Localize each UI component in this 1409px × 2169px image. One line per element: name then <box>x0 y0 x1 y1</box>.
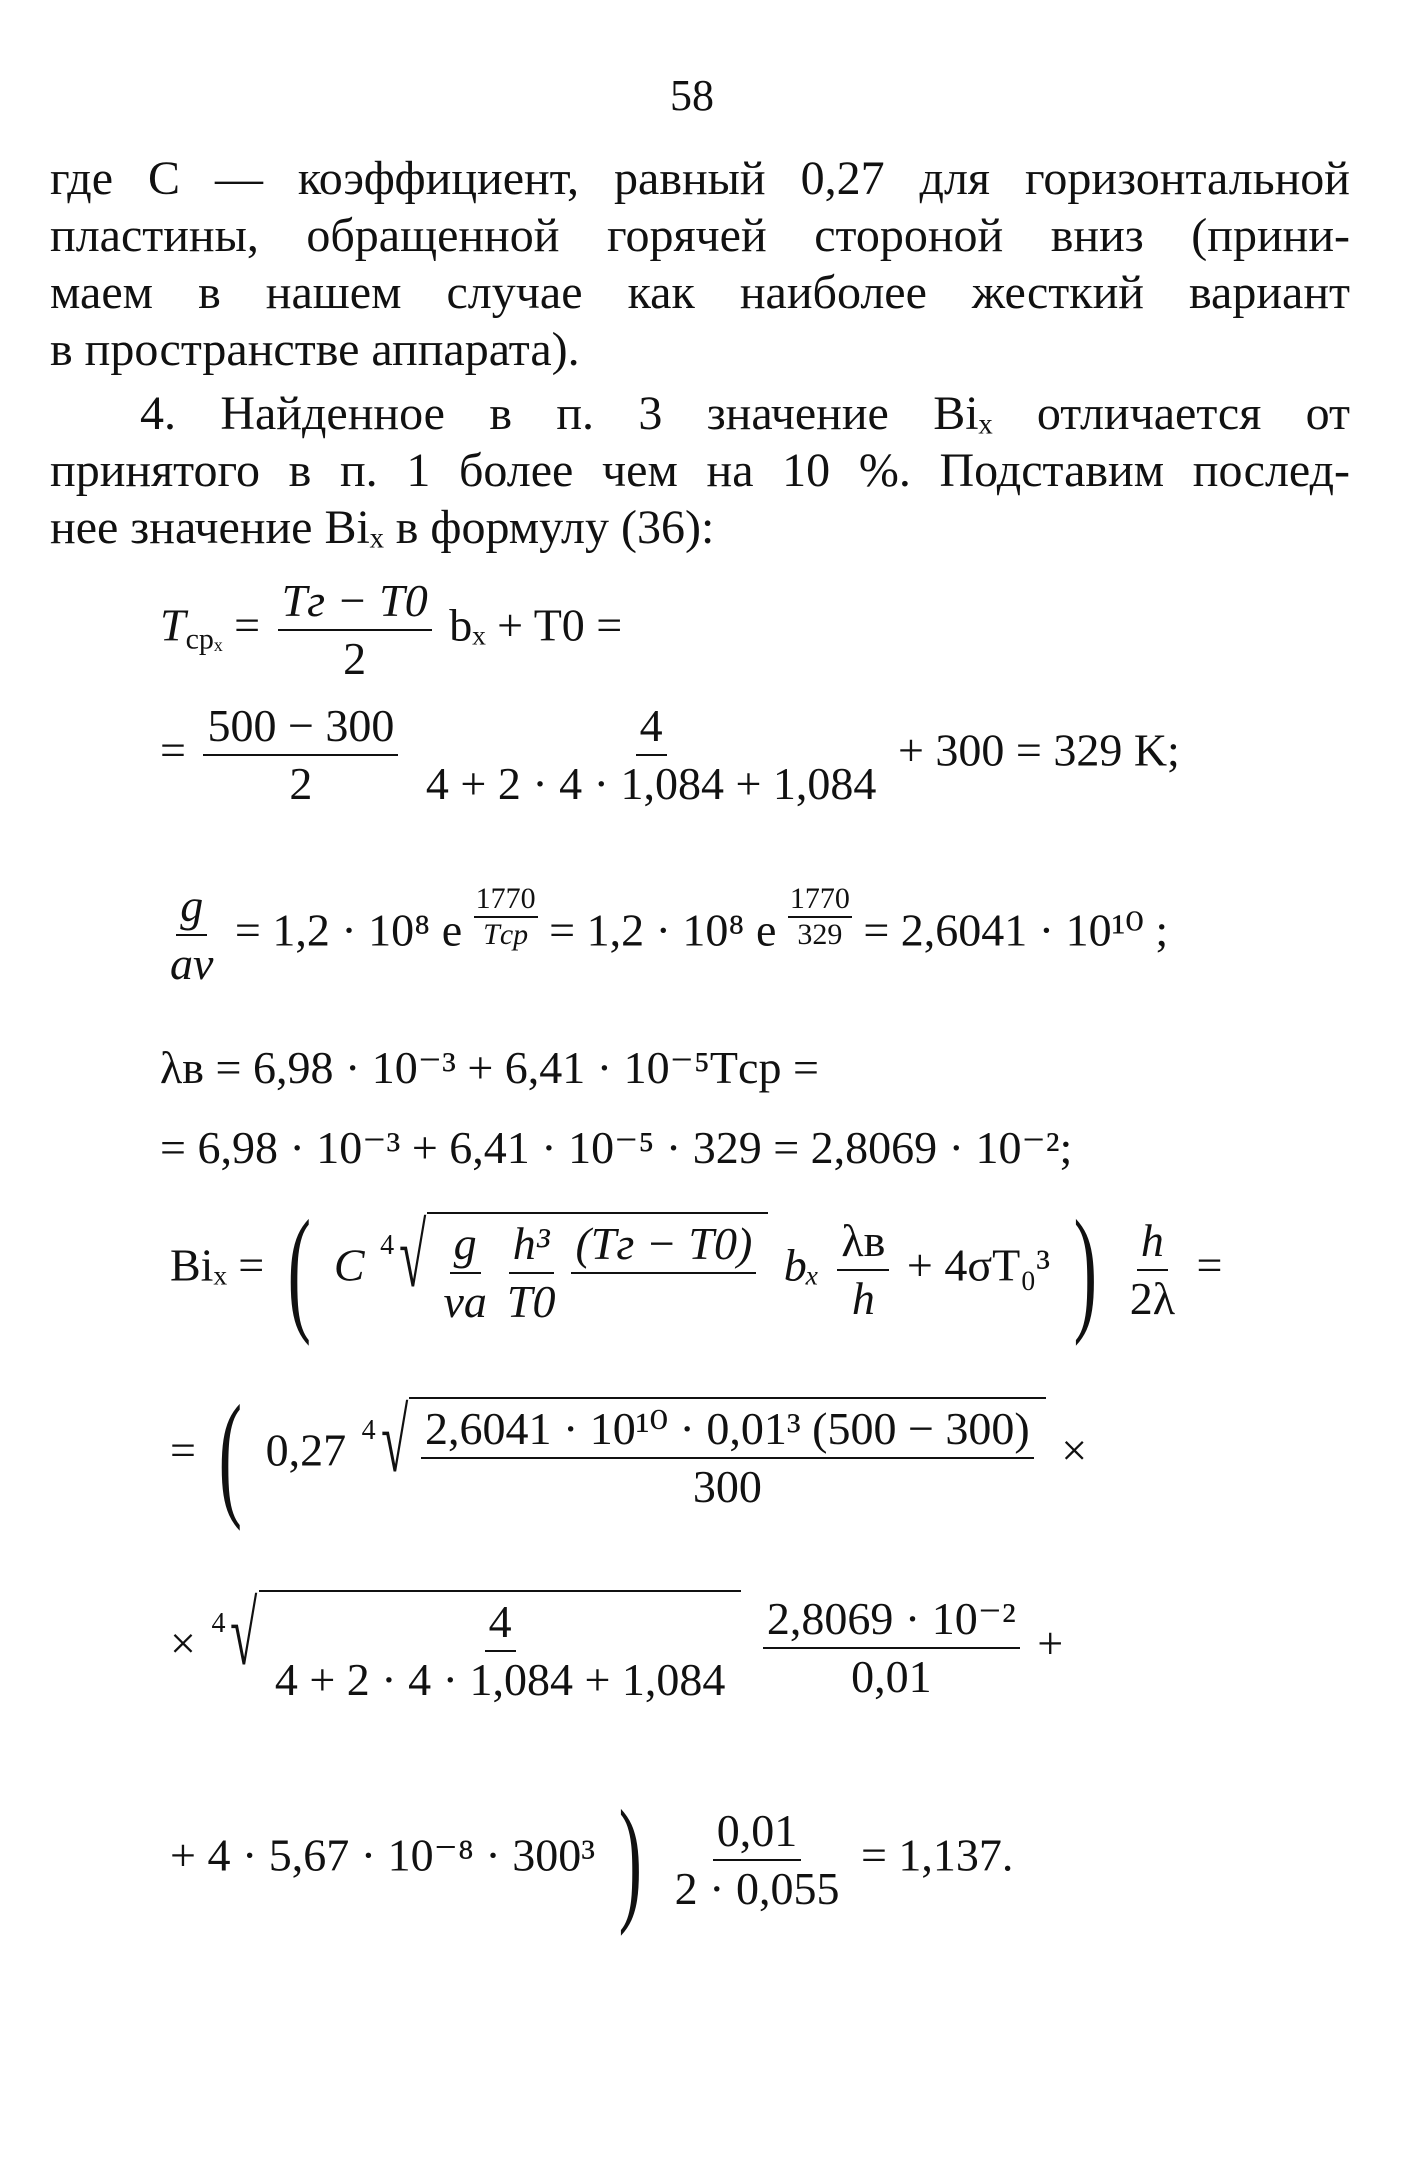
numerator: 500 − 300 <box>203 700 398 756</box>
formula-bi-numeric-3 <box>170 1782 1014 1937</box>
radical-sign: √ <box>230 1585 258 1684</box>
numerator: g <box>176 880 207 936</box>
fraction <box>571 1218 756 1328</box>
exponent-denominator: 329 <box>797 917 843 951</box>
fourth-root <box>361 1392 1046 1513</box>
n3-tail: = 1,137. <box>860 1829 1014 1881</box>
fraction <box>278 575 432 685</box>
numerator: λв <box>837 1215 889 1271</box>
text-line: где C — коэффициент, равный 0,27 для горизонтальной <box>50 152 1350 205</box>
page-number: 58 <box>670 71 714 120</box>
bi-eq: = <box>1196 1239 1223 1291</box>
fraction <box>763 1593 1020 1703</box>
exponent-numerator: 1770 <box>474 882 538 918</box>
numerator: (Tг − T0) <box>571 1218 756 1274</box>
n2-times: × <box>170 1617 196 1669</box>
numerator: 4 <box>636 700 667 756</box>
paragraph-1 <box>50 150 1350 378</box>
radical-sign: √ <box>380 1392 408 1491</box>
formula-lambda-1: λв = 6,98 · 10⁻³ + 6,41 · 10⁻⁵Tср = <box>160 1042 819 1093</box>
fraction <box>203 700 398 810</box>
denominator: 4 + 2 · 4 · 1,084 + 1,084 <box>425 758 877 809</box>
left-paren: ( <box>287 1192 311 1347</box>
fraction <box>671 1805 844 1915</box>
fraction <box>422 700 881 810</box>
denominator: 2λ <box>1129 1273 1175 1324</box>
radical-sign: √ <box>399 1207 427 1306</box>
formula-bi-numeric-1 <box>170 1377 1088 1532</box>
text-line: в пространстве аппарата). <box>50 323 580 376</box>
bi-plus: + 4σT₀³ <box>906 1239 1051 1291</box>
numerator: Tг − T0 <box>278 575 432 631</box>
fraction <box>837 1215 889 1325</box>
root-index: 4 <box>211 1608 226 1639</box>
fraction <box>166 880 217 990</box>
numerator: 4 <box>485 1596 516 1652</box>
root-index: 4 <box>380 1230 395 1261</box>
denominator: νa <box>443 1276 487 1327</box>
gav-mid-1: = 1,2 · 10⁸ e <box>234 904 463 956</box>
text-line: пластины, обращенной горячей стороной вниз (прини- <box>50 209 1350 262</box>
bi-bx: bₓ <box>783 1239 820 1291</box>
exponent-fraction <box>788 882 852 952</box>
n2-plus: + <box>1037 1617 1064 1669</box>
fraction <box>503 1218 560 1328</box>
t-sr-sub: срₓ <box>185 622 223 656</box>
bi-lhs: Biₓ = <box>170 1239 265 1291</box>
exponent-denominator: Tср <box>483 917 529 951</box>
right-paren: ) <box>618 1782 642 1937</box>
right-paren: ) <box>1073 1192 1097 1347</box>
denominator: 0,01 <box>851 1651 932 1702</box>
formula-g-av <box>160 880 1168 990</box>
paragraph-2 <box>50 385 1350 556</box>
text-line: маем в нашем случае как наиболее жесткий вариант <box>50 266 1350 319</box>
fraction <box>1126 1215 1179 1325</box>
formula-t-sr-numeric <box>160 700 1180 810</box>
fourth-root <box>380 1207 768 1328</box>
denominator: 2 · 0,055 <box>674 1863 840 1914</box>
denominator: T0 <box>506 1276 556 1327</box>
numerator: g <box>450 1218 481 1274</box>
numerator: 0,01 <box>713 1805 802 1861</box>
radicand <box>409 1397 1046 1513</box>
fraction <box>421 1403 1034 1513</box>
root-index: 4 <box>361 1415 376 1446</box>
equals: = <box>160 724 186 776</box>
radicand <box>259 1590 742 1706</box>
gav-tail: = 2,6041 · 10¹⁰ ; <box>863 904 1169 956</box>
denominator <box>654 1274 674 1328</box>
formula-lambda-2: = 6,98 · 10⁻³ + 6,41 · 10⁻⁵ · 329 = 2,8069 · 10⁻²; <box>160 1122 1073 1173</box>
formula-bi-general <box>170 1192 1223 1347</box>
n1-coef: 0,27 <box>265 1424 347 1476</box>
exponent-fraction <box>474 882 538 952</box>
denominator: 2 <box>343 633 367 684</box>
fraction <box>271 1596 730 1706</box>
formula-t-sr <box>160 575 622 685</box>
t-sr-tail: bₓ + T0 = <box>449 599 623 651</box>
n1-times: × <box>1061 1424 1088 1476</box>
gav-mid-2: = 1,2 · 10⁸ e <box>549 904 777 956</box>
numerator: h³ <box>509 1218 554 1274</box>
formula-bi-numeric-2 <box>170 1585 1064 1706</box>
t-sr-lhs: T <box>160 599 186 651</box>
left-paren: ( <box>219 1377 243 1532</box>
fourth-root <box>211 1585 741 1706</box>
denominator: 2 <box>289 758 313 809</box>
fraction <box>439 1218 490 1328</box>
denominator: h <box>851 1273 875 1324</box>
denominator: 4 + 2 · 4 · 1,084 + 1,084 <box>274 1654 726 1705</box>
denominator: aν <box>170 938 214 989</box>
exponent-numerator: 1770 <box>788 882 852 918</box>
radicand <box>427 1212 768 1328</box>
numerator: 2,6041 · 10¹⁰ · 0,01³ (500 − 300) <box>421 1403 1034 1459</box>
n3-lead: + 4 · 5,67 · 10⁻⁸ · 300³ <box>170 1829 596 1881</box>
text-line: нее значение Biₓ в формулу (36): <box>50 501 715 554</box>
text-line: 4. Найденное в п. 3 значение Biₓ отличается от <box>140 387 1350 440</box>
bi-c: C <box>333 1239 365 1291</box>
numerator: h <box>1137 1215 1168 1271</box>
numerator: 2,8069 · 10⁻² <box>763 1593 1020 1649</box>
t-sr2-tail: + 300 = 329 K; <box>897 724 1180 776</box>
denominator: 300 <box>692 1461 762 1512</box>
equals: = <box>234 599 261 651</box>
n1-eq: = <box>170 1424 196 1476</box>
text-line: принятого в п. 1 более чем на 10 %. Подставим послед- <box>50 444 1350 497</box>
